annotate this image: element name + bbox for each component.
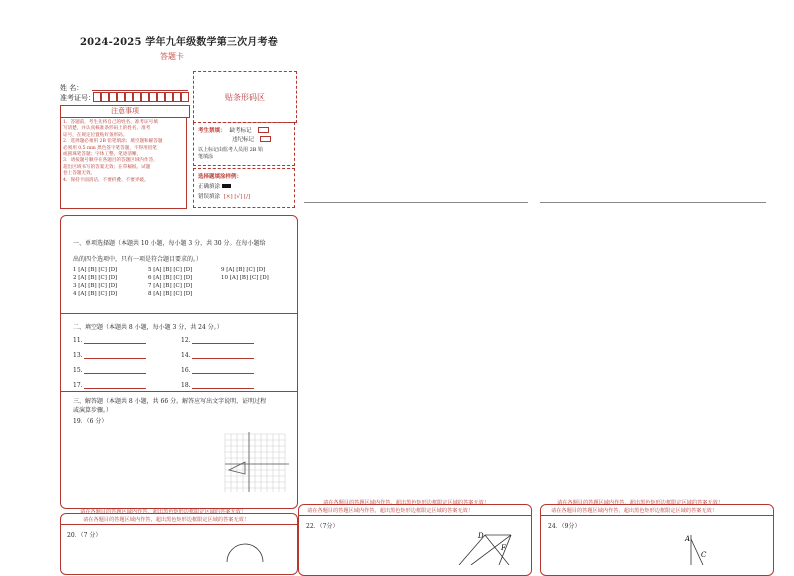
choice-section-title-2: 出的四个选项中，只有一项是符合题目要求的。）	[73, 256, 203, 263]
exam-status-note-2: 笔填涂	[198, 154, 214, 160]
choice-item[interactable]: 2 [A] [B] [C] [D]	[73, 275, 118, 281]
warning-text: 请在各题目的答题区域内作答，超出黑色矩形边框限定区域的答案无效！	[557, 500, 724, 506]
notes-line: 写清楚，并认真核准条形码上的姓名、准考	[63, 126, 151, 132]
exam-status-note-1: 以上标记由监考人员用 2B 铅	[198, 147, 264, 153]
id-box[interactable]	[133, 92, 141, 102]
page-subtitle: 答题卡	[160, 52, 184, 61]
point-label-c: C	[701, 551, 707, 559]
geometry-diagram-24	[681, 531, 711, 565]
blank-number: 17.	[73, 382, 83, 389]
circle-diagram	[225, 540, 265, 564]
notes-line: 1．答题前，考生先将自己的姓名、准考证号填	[63, 120, 158, 125]
id-box[interactable]	[181, 92, 189, 102]
blank-row	[73, 337, 146, 344]
id-label: 准考证号：	[60, 94, 95, 102]
notes-box	[60, 117, 187, 209]
id-box[interactable]	[173, 92, 181, 102]
wrong-fill-label: 错误填涂	[198, 194, 221, 200]
choice-item[interactable]: 7 [A] [B] [C] [D]	[148, 283, 193, 289]
barcode-label: 贴条形码区	[225, 92, 265, 102]
barcode-area	[193, 71, 297, 123]
answer-column	[60, 215, 298, 509]
notes-line: 卷上答题无效。	[63, 171, 96, 177]
warning-text: 请在各题目的答题区域内作答，超出黑色矩形边框限定区域的答案无效！	[551, 508, 718, 514]
notes-line: 或圆珠笔答题；字体工整、笔迹清晰。	[63, 152, 142, 158]
answer-box-24	[540, 504, 774, 576]
choice-item[interactable]: 1 [A] [B] [C] [D]	[73, 267, 118, 273]
question-19-label: 19．（6 分）	[73, 418, 108, 425]
point-label-f: F	[501, 544, 506, 552]
notes-line: 4．保持卡面清洁，不要折叠、不要弄破。	[63, 177, 149, 183]
notes-line: 2．选择题必须用 2B 铅笔填涂；填空题和解答题	[63, 139, 163, 145]
blank-row	[181, 367, 254, 374]
warning-text: 请在各题目的答题区域内作答，超出黑色矩形边框限定区域的答案无效！	[323, 500, 490, 506]
choice-item[interactable]: 6 [A] [B] [C] [D]	[148, 275, 193, 281]
answer-blank[interactable]	[84, 352, 146, 359]
answer-blank[interactable]	[192, 337, 254, 344]
choice-section	[61, 224, 297, 314]
blank-number: 15.	[73, 367, 83, 374]
blank-number: 11.	[73, 337, 83, 344]
choice-col-1	[73, 266, 117, 298]
warning-text: 请在各题目的答题区域内作答，超出黑色矩形边框限定区域的答案无效！	[307, 508, 474, 514]
name-field[interactable]	[92, 90, 188, 91]
exam-status-label: 考生禁填：	[198, 128, 226, 134]
point-label-a: A	[685, 535, 691, 543]
absent-checkbox[interactable]	[258, 127, 269, 133]
question-24-label: 24．（9分）	[548, 523, 581, 530]
blank-row	[181, 352, 254, 359]
id-box[interactable]	[141, 92, 149, 102]
notes-title: 注意事项	[60, 105, 190, 118]
box-divider	[61, 524, 297, 525]
choice-item[interactable]: 8 [A] [B] [C] [D]	[148, 291, 193, 297]
wrong-fill-marks: [×] [√] [/]	[223, 194, 251, 200]
filled-mark-icon	[222, 184, 231, 188]
answer-blank[interactable]	[192, 382, 254, 389]
question-20-label: 20．（7 分）	[67, 532, 102, 539]
answer-blank[interactable]	[192, 352, 254, 359]
solution-section-title: 三、解答题（本题共 8 小题，共 66 分。解答应写出文字说明、证明过程	[73, 398, 267, 405]
blank-number: 18.	[181, 382, 191, 389]
violation-label: 违纪标记	[232, 137, 255, 143]
answer-blank[interactable]	[84, 382, 146, 389]
blank-number: 16.	[181, 367, 191, 374]
column-rule-2	[304, 202, 528, 203]
blank-number: 14.	[181, 352, 191, 359]
name-label: 姓 名：	[60, 84, 84, 92]
solution-section	[61, 392, 297, 508]
solution-section-title-2: 或演算步骤。）	[73, 407, 113, 414]
choice-col-2	[148, 266, 192, 298]
choice-item[interactable]: 10 [A] [B] [C] [D]	[221, 275, 269, 281]
id-box[interactable]	[93, 92, 101, 102]
choice-col-3	[221, 266, 269, 282]
fill-blank-section	[61, 314, 297, 392]
box-divider	[299, 515, 531, 516]
point-label-d: D	[478, 532, 484, 540]
id-box[interactable]	[165, 92, 173, 102]
notes-line: 3．请按题号顺序在各题目的答题区域内作答，	[63, 158, 158, 164]
id-box[interactable]	[117, 92, 125, 102]
answer-blank[interactable]	[84, 367, 146, 374]
choice-item[interactable]: 9 [A] [B] [C] [D]	[221, 267, 266, 273]
choice-item[interactable]: 3 [A] [B] [C] [D]	[73, 283, 118, 289]
id-box[interactable]	[149, 92, 157, 102]
correct-fill-label: 正确填涂	[198, 184, 221, 190]
blank-row	[181, 382, 254, 389]
id-boxes[interactable]	[93, 92, 189, 102]
id-box[interactable]	[109, 92, 117, 102]
blank-row	[73, 367, 146, 374]
notes-line: 证号，在规定位置贴好条形码。	[63, 132, 128, 138]
blank-row	[73, 352, 146, 359]
choice-section-title: 一、单项选择题（本题共 10 小题，每小题 3 分，共 30 分。在每小题给	[73, 240, 266, 247]
answer-box-22	[298, 504, 532, 576]
question-22-label: 22．（7分）	[306, 523, 339, 530]
absent-label: 缺考标记	[229, 128, 252, 134]
coordinate-grid-diagram	[223, 432, 291, 494]
id-box[interactable]	[125, 92, 133, 102]
exam-status-box	[193, 122, 295, 166]
warning-text: 请在各题目的答题区域内作答，超出黑色矩形边框限定区域的答案无效！	[80, 509, 247, 515]
blank-row	[73, 382, 146, 389]
blank-number: 13.	[73, 352, 83, 359]
answer-blank[interactable]	[192, 367, 254, 374]
id-box[interactable]	[157, 92, 165, 102]
box-divider	[541, 515, 773, 516]
column-rule-3	[540, 202, 766, 203]
choice-item[interactable]: 5 [A] [B] [C] [D]	[148, 267, 193, 273]
fill-example-title: 选择题填涂样例：	[198, 174, 243, 180]
notes-line: 超出区域书写的答案无效；在草稿纸、试题	[63, 164, 151, 170]
notes-line: 必须用 0.5 mm 黑色签字笔答题，不得用铅笔	[63, 145, 157, 151]
blank-number: 12.	[181, 337, 191, 344]
page-title: 2024-2025 学年九年级数学第三次月考卷	[80, 37, 278, 48]
answer-blank[interactable]	[84, 337, 146, 344]
fill-example-box	[193, 168, 295, 208]
geometry-diagram-22	[449, 531, 519, 565]
choice-item[interactable]: 4 [A] [B] [C] [D]	[73, 291, 118, 297]
answer-box-20	[60, 513, 298, 575]
blank-row	[181, 337, 254, 344]
violation-checkbox[interactable]	[260, 136, 271, 142]
warning-text: 请在各题目的答题区域内作答，超出黑色矩形边框限定区域的答案无效！	[83, 517, 250, 523]
fill-blank-title: 二、填空题（本题共 8 小题，每小题 3 分，共 24 分。）	[73, 324, 223, 331]
id-box[interactable]	[101, 92, 109, 102]
